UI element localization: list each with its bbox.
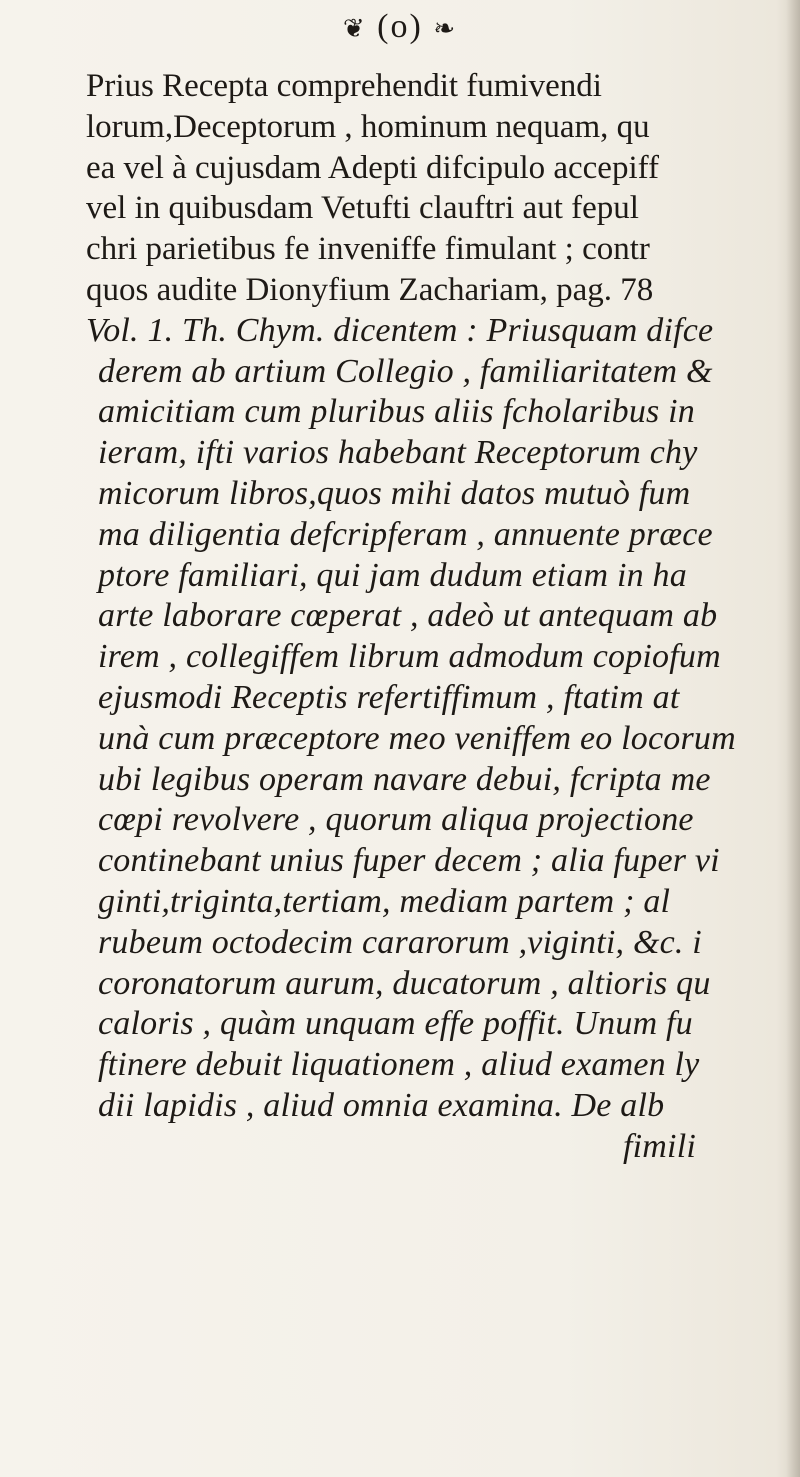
text-line: fimili <box>623 1127 696 1165</box>
right-ornament-icon: ❧ <box>433 14 458 44</box>
text-line: ubi legibus operam navare debui, fcripta me <box>98 760 711 798</box>
text-line: dii lapidis , aliud omnia examina. De alb <box>98 1086 665 1124</box>
text-line: lorum,Deceptorum , hominum nequam, qu <box>86 108 650 145</box>
text-line: chri parietibus fe inveniffe fimulant ; contr <box>86 231 650 268</box>
text-line: arte laborare cœperat , adeò ut antequam ab <box>98 597 718 635</box>
text-line: Vol. 1. Th. Chym. dicentem : Priusquam difce <box>86 311 714 349</box>
text-line: caloris , quàm unquam effe poffit. Unum fu <box>98 1005 693 1043</box>
text-line: cœpi revolvere , quorum aliqua projectione <box>98 801 694 839</box>
text-line: amicitiam cum pluribus aliis fcholaribus in <box>98 393 695 431</box>
page-marker: (o) <box>377 8 423 45</box>
text-line: ginti,triginta,tertiam, mediam partem ; al <box>98 882 671 920</box>
text-line: micorum libros,quos mihi datos mutuò fum <box>98 474 691 512</box>
page-header <box>0 8 800 46</box>
text-line: vel in quibusdam Vetufti clauftri aut fepul <box>86 190 639 227</box>
text-line: coronatorum aurum, ducatorum , altioris qu <box>98 964 711 1002</box>
text-line: ejusmodi Receptis refertiffimum , ftatim at <box>98 678 680 716</box>
text-line: ma diligentia defcripferam , annuente præce <box>98 515 713 553</box>
page-text <box>86 66 800 1168</box>
text-line: rubeum octodecim cararorum ,viginti, &c. i <box>98 923 702 961</box>
text-line: unà cum præceptore meo veniffem eo locorum <box>98 719 736 757</box>
text-line: ftinere debuit liquationem , aliud examen ly <box>98 1046 700 1084</box>
text-line: ea vel à cujusdam Adepti difcipulo accepiff <box>86 149 660 186</box>
text-line: ieram, ifti varios habebant Receptorum chy <box>98 434 698 472</box>
text-line: quos audite Dionyfium Zachariam, pag. 78 <box>86 271 654 308</box>
text-line: derem ab artium Collegio , familiaritatem & <box>98 352 713 390</box>
text-line: ptore familiari, qui jam dudum etiam in ha <box>98 556 687 594</box>
left-ornament-icon: ❦ <box>342 14 367 44</box>
text-line: continebant unius fuper decem ; alia fuper vi <box>98 842 720 880</box>
text-line: irem , collegiffem librum admodum copiofum <box>98 638 721 676</box>
text-line: Prius Recepta comprehendit fumivendi <box>86 68 602 104</box>
